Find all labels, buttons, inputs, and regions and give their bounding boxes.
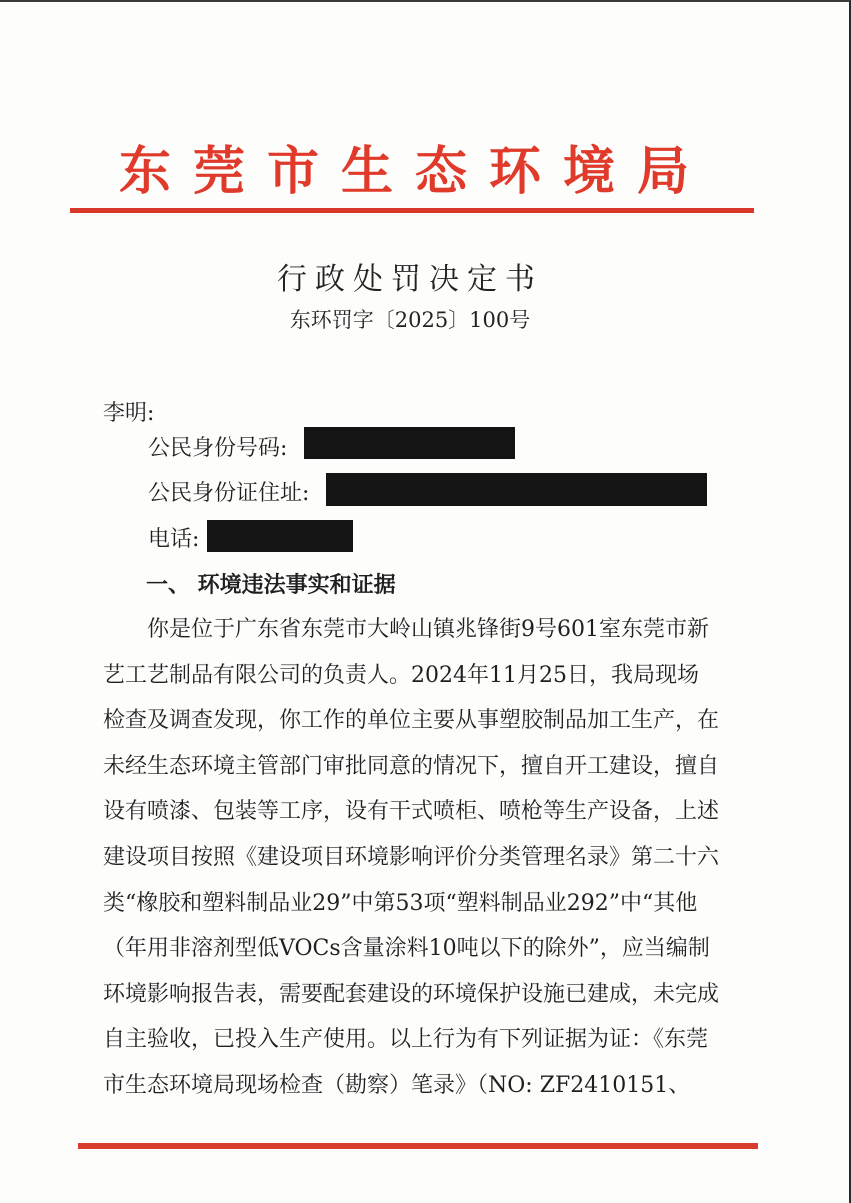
phone-label: 电话: [148, 527, 200, 552]
body-line: 设有喷漆、包装等工序，设有干式喷柜、喷枪等生产设备，上述 [103, 799, 720, 825]
header-red-rule [70, 208, 754, 213]
issuing-organization: 东莞市生态环境局 [118, 141, 711, 202]
body-line: 检查及调查发现，你工作的单位主要从事塑胶制品加工生产，在 [103, 708, 720, 734]
body-line: 自主验收，已投入生产使用。以上行为有下列证据为证：《东莞 [103, 1027, 709, 1053]
redacted-phone [207, 520, 353, 552]
body-line: 艺工艺制品有限公司的负责人。2024年11月25日，我局现场 [103, 662, 699, 688]
recipient-name: 李明: [103, 401, 155, 426]
redacted-address [326, 473, 707, 506]
document-number: 东环罚字〔2025〕100号 [289, 308, 531, 332]
footer-red-rule [78, 1143, 758, 1149]
body-line: 你是位于广东省东莞市大岭山镇兆锋街9号601室东莞市新 [147, 617, 709, 642]
section-heading: 一、 环境违法事实和证据 [146, 572, 396, 598]
body-line: （年用非溶剂型低VOCs含量涂料10吨以下的除外”，应当编制 [103, 936, 710, 962]
document-title: 行政处罚决定书 [277, 262, 543, 297]
body-line: 环境影响报告表，需要配套建设的环境保护设施已建成，未完成 [103, 981, 720, 1007]
section-body [103, 607, 743, 1109]
id-number-label: 公民身份号码: [148, 436, 288, 461]
body-line: 市生态环境局现场检查（勘察）笔录》（NO: ZF2410151、 [103, 1072, 691, 1098]
body-line: 未经生态环境主管部门审批同意的情况下，擅自开工建设，擅自 [103, 753, 720, 779]
body-line: 类“橡胶和塑料制品业29”中第53项“塑料制品业292”中“其他 [103, 890, 698, 916]
redacted-id-number [304, 427, 515, 459]
body-line: 建设项目按照《建设项目环境影响评价分类管理名录》第二十六 [103, 844, 720, 870]
address-label: 公民身份证住址: [148, 481, 310, 506]
